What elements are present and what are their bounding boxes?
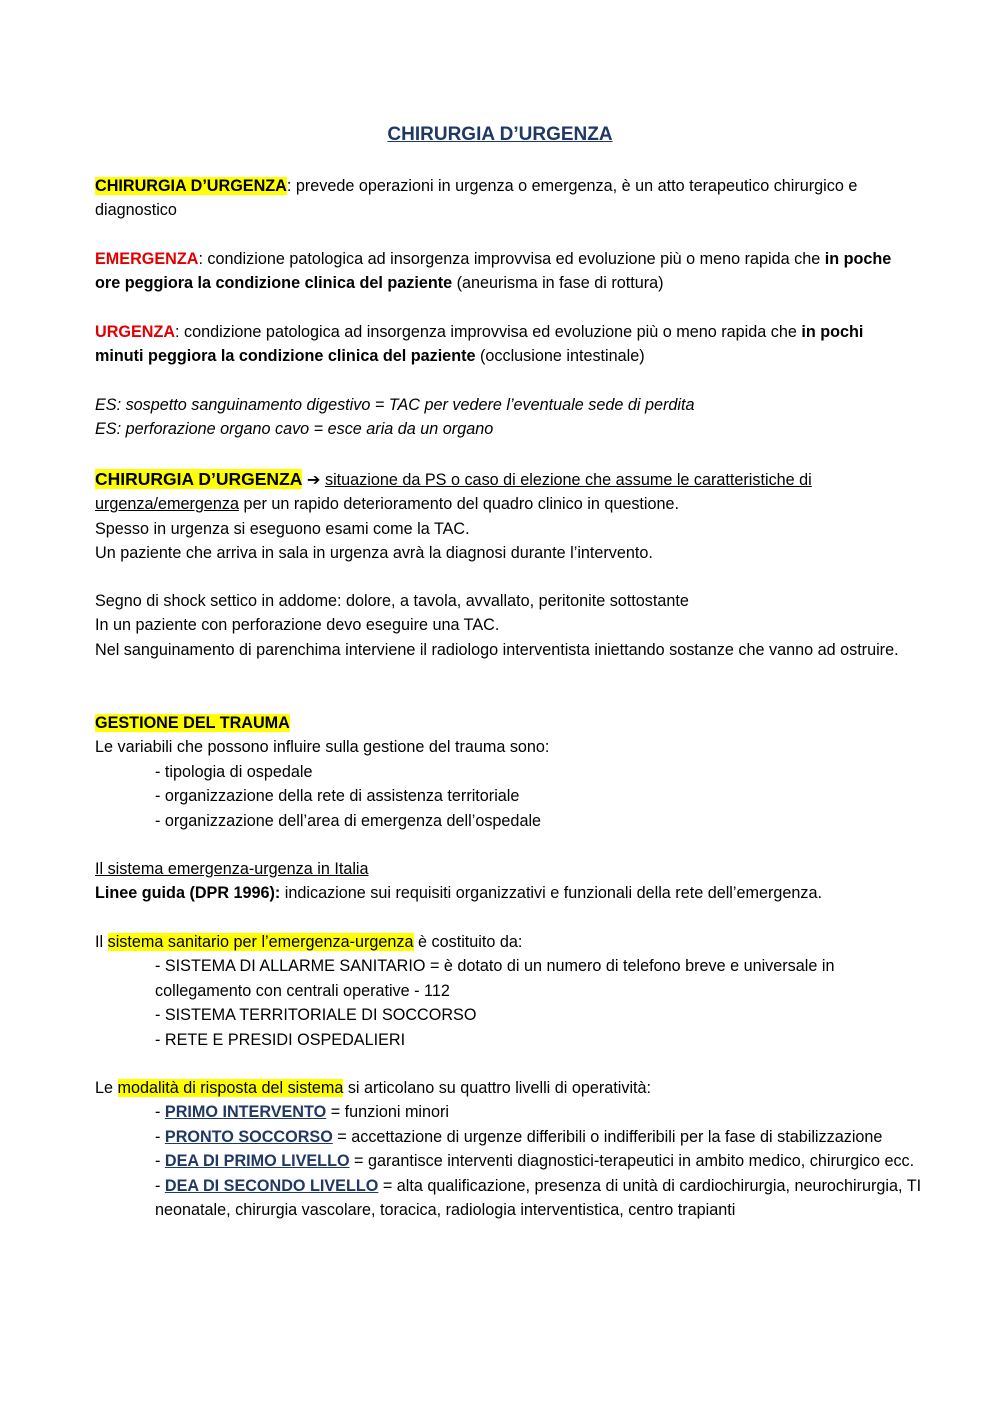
- list-item-text: = funzioni minori: [326, 1103, 450, 1122]
- emergenza-bold-text: in poche ore peggiora la condizione clinica del paziente: [95, 250, 892, 293]
- paragraph-emergenza: [95, 247, 915, 296]
- section-sistema-sanitario: [95, 930, 915, 1052]
- link-dea-primo-livello[interactable]: DEA DI PRIMO LIVELLO: [164, 1152, 350, 1171]
- section-gestione-trauma: [95, 711, 915, 833]
- definition-text: : prevede operazioni in urgenza o emergenza, è un atto terapeutico chirurgico e diagnostico: [95, 177, 858, 220]
- heading-gestione-trauma: GESTIONE DEL TRAUMA: [95, 714, 290, 732]
- emergenza-text: : condizione patologica ad insorgenza improvvisa ed evoluzione più o meno rapida che: [198, 250, 825, 268]
- examples-block: [95, 393, 915, 442]
- list-item-dea-primo-livello: [95, 1149, 925, 1173]
- section-modalita-risposta: [95, 1076, 925, 1222]
- situazione-sentence: [95, 467, 915, 517]
- list-dash: -: [155, 1103, 165, 1122]
- list-dash: -: [155, 1176, 165, 1195]
- highlight-sistema-sanitario: sistema sanitario per l’emergenza-urgenza: [107, 933, 414, 951]
- list-item: - organizzazione dell’area di emergenza dell’ospedale: [155, 811, 542, 830]
- paragraph-chirurgia-situazione: [95, 467, 915, 566]
- example-line: ES: perforazione organo cavo = esce aria da un organo: [95, 420, 494, 439]
- term-chirurgia-durgenza-2: CHIRURGIA D’URGENZA: [95, 469, 303, 489]
- text-line: Nel sanguinamento di parenchima interviene il radiologo interventista iniettando sostanze che vanno ad ostruire.: [95, 640, 899, 659]
- highlight-modalita-risposta: modalità di risposta del sistema: [117, 1079, 344, 1097]
- term-emergenza: EMERGENZA: [95, 250, 199, 268]
- text-line: Un paziente che arriva in sala in urgenza avrà la diagnosi durante l’intervento.: [95, 544, 653, 563]
- paragraph-urgenza: [95, 320, 915, 369]
- list-item-text: = accettazione di urgenze differibili o indifferibili per la fase di stabilizzazione: [332, 1127, 883, 1146]
- section-heading: Il sistema emergenza-urgenza in Italia: [95, 860, 369, 878]
- list-item-dea-secondo-livello: [95, 1174, 925, 1223]
- list-item-text: = garantisce interventi diagnostici-terapeutici in ambito medico, chirurgico ecc.: [349, 1152, 915, 1171]
- arrow-right-icon: ➔: [306, 471, 321, 489]
- list-item-primo-intervento: [95, 1100, 925, 1124]
- intro-suffix: si articolano su quattro livelli di operatività:: [343, 1079, 652, 1097]
- text-line: In un paziente con perforazione devo eseguire una TAC.: [95, 616, 500, 635]
- link-dea-secondo-livello[interactable]: DEA DI SECONDO LIVELLO: [164, 1176, 379, 1195]
- text-line: Le variabili che possono influire sulla gestione del trauma sono:: [95, 738, 550, 757]
- list-item: - SISTEMA DI ALLARME SANITARIO = è dotato di un numero di telefono breve e universale in collegamento con centrali operative - 112: [155, 957, 835, 1000]
- list-item: - tipologia di ospedale: [155, 762, 313, 781]
- text-line: Segno di shock settico in addome: dolore, a tavola, avvallato, peritonite sottostante: [95, 592, 689, 610]
- emergenza-example: (aneurisma in fase di rottura): [452, 274, 664, 293]
- list-item-pronto-soccorso: [95, 1125, 925, 1149]
- linee-guida-text: indicazione sui requisiti organizzativi e funzionali della rete dell’emergenza.: [280, 884, 822, 903]
- paragraph-chirurgia-definition: [95, 174, 915, 223]
- modalita-intro: [95, 1076, 925, 1100]
- list-item: - SISTEMA TERRITORIALE DI SOCCORSO: [155, 1006, 477, 1025]
- text-line: Spesso in urgenza si eseguono esami come la TAC.: [95, 519, 470, 538]
- list-item: - organizzazione della rete di assistenza territoriale: [155, 787, 520, 806]
- example-line: ES: sospetto sanguinamento digestivo = TAC per vedere l’eventuale sede di perdita: [95, 396, 695, 414]
- list-dash: -: [155, 1127, 165, 1146]
- intro-prefix: Il: [95, 933, 108, 951]
- list-item: - RETE E PRESIDI OSPEDALIERI: [155, 1030, 406, 1049]
- urgenza-bold-text: in pochi minuti peggiora la condizione clinica del paziente: [95, 323, 864, 366]
- intro-prefix: Le: [95, 1079, 118, 1097]
- link-primo-intervento[interactable]: PRIMO INTERVENTO: [164, 1103, 327, 1122]
- urgenza-text: : condizione patologica ad insorgenza improvvisa ed evoluzione più o meno rapida che: [175, 323, 802, 341]
- sanitario-intro: [95, 930, 915, 954]
- section-heading: [95, 711, 915, 735]
- situazione-underlined-text: situazione da PS o caso di elezione che assume le caratteristiche di urgenza/emergenza: [95, 471, 812, 514]
- linee-guida-line: [95, 881, 915, 905]
- list-dash: -: [155, 1152, 165, 1171]
- page-title: CHIRURGIA D’URGENZA: [387, 124, 613, 145]
- link-pronto-soccorso[interactable]: PRONTO SOCCORSO: [164, 1127, 333, 1146]
- situazione-text: per un rapido deterioramento del quadro clinico in questione.: [238, 495, 680, 514]
- linee-guida-label: Linee guida (DPR 1996):: [95, 884, 281, 903]
- intro-suffix: è costituito da:: [413, 933, 523, 951]
- paragraph-shock: [95, 589, 915, 662]
- list-item-text: = alta qualificazione, presenza di unità di cardiochirurgia, neurochirurgia, TI neonatale, chirurgia vascolare, toracica, radiologia interventistica, centro trapianti: [155, 1176, 922, 1220]
- section-sistema-italia: [95, 857, 915, 906]
- term-urgenza: URGENZA: [95, 323, 176, 341]
- urgenza-example: (occlusione intestinale): [475, 347, 645, 366]
- term-chirurgia-durgenza: CHIRURGIA D’URGENZA: [95, 177, 287, 195]
